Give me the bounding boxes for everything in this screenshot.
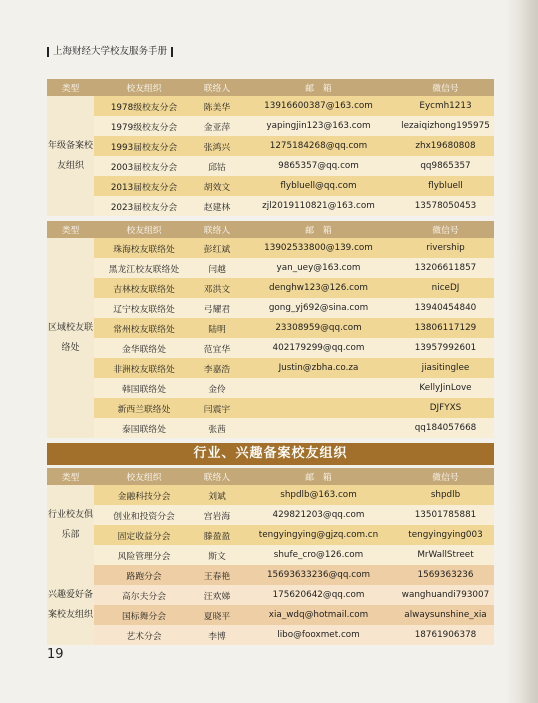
wechat-cell: niceDJ xyxy=(397,278,494,298)
table-row xyxy=(47,605,494,625)
org-name-cell: 韩国联络处 xyxy=(94,378,194,398)
contact-cell: 张鸿兴 xyxy=(194,136,240,156)
org-name-cell: 新西兰联络处 xyxy=(94,398,194,418)
wechat-cell: 13940454840 xyxy=(397,298,494,318)
org-name-cell: 风险管理分会 xyxy=(94,545,194,565)
table-row xyxy=(47,585,494,605)
header-bar-right xyxy=(171,47,173,57)
group-type-label: 区域校友联络处 xyxy=(47,238,94,438)
email-cell: libo@fooxmet.com xyxy=(240,625,397,645)
org-name-cell: 非洲校友联络处 xyxy=(94,358,194,378)
contact-cell: 陆明 xyxy=(194,318,240,338)
col-wechat: 微信号 xyxy=(397,79,494,96)
table-row xyxy=(47,545,494,565)
table-row xyxy=(47,565,494,585)
org-name-cell: 珠海校友联络处 xyxy=(94,238,194,258)
wechat-cell: Eycmh1213 xyxy=(397,96,494,116)
email-cell: tengyingying@gjzq.com.cn xyxy=(240,525,397,545)
table-row xyxy=(47,485,494,505)
org-name-cell: 2013届校友分会 xyxy=(94,176,194,196)
email-cell: 23308959@qq.com xyxy=(240,318,397,338)
contact-cell: 金亚萍 xyxy=(194,116,240,136)
wechat-cell: tengyingying003 xyxy=(397,525,494,545)
org-name-cell: 路跑分会 xyxy=(94,565,194,585)
col-type: 类型 xyxy=(47,468,94,485)
email-cell: zjl2019110821@163.com xyxy=(240,196,397,216)
header-bar-left xyxy=(47,47,49,57)
org-name-cell: 黑龙江校友联络处 xyxy=(94,258,194,278)
wechat-cell: flybluell xyxy=(397,176,494,196)
table-row xyxy=(47,338,494,358)
wechat-cell: DJFYXS xyxy=(397,398,494,418)
org-name-cell: 2023届校友分会 xyxy=(94,196,194,216)
table-row xyxy=(47,196,494,216)
wechat-cell: lezaiqizhong195975 xyxy=(397,116,494,136)
wechat-cell: qq184057668 xyxy=(397,418,494,438)
table-row xyxy=(47,136,494,156)
contact-cell: 张茜 xyxy=(194,418,240,438)
table-row xyxy=(47,418,494,438)
wechat-cell: shpdlb xyxy=(397,485,494,505)
contact-cell: 王春艳 xyxy=(194,565,240,585)
col-type: 类型 xyxy=(47,221,94,238)
table-row xyxy=(47,278,494,298)
book-spine-shadow xyxy=(506,0,538,703)
org-name-cell: 吉林校友联络处 xyxy=(94,278,194,298)
contact-cell: 赵建林 xyxy=(194,196,240,216)
col-wechat: 微信号 xyxy=(397,221,494,238)
contact-cell: 宫岩海 xyxy=(194,505,240,525)
email-cell: 9865357@qq.com xyxy=(240,156,397,176)
table-row xyxy=(47,156,494,176)
contact-cell: 邱钴 xyxy=(194,156,240,176)
group-type-label: 兴趣爱好备案校友组织 xyxy=(47,565,94,645)
org-name-cell: 金华联络处 xyxy=(94,338,194,358)
org-name-cell: 国标舞分会 xyxy=(94,605,194,625)
email-cell xyxy=(240,378,397,398)
table-row xyxy=(47,116,494,136)
wechat-cell: 13578050453 xyxy=(397,196,494,216)
contact-cell: 汪欢娣 xyxy=(194,585,240,605)
wechat-cell: 1569363236 xyxy=(397,565,494,585)
org-name-cell: 2003届校友分会 xyxy=(94,156,194,176)
industry-interest-table xyxy=(47,468,494,645)
contact-cell: 斯文 xyxy=(194,545,240,565)
org-name-cell: 泰国联络处 xyxy=(94,418,194,438)
org-name-cell: 艺术分会 xyxy=(94,625,194,645)
col-email: 邮 箱 xyxy=(240,221,397,238)
wechat-cell: alwaysunshine_xia xyxy=(397,605,494,625)
wechat-cell: jiasitinglee xyxy=(397,358,494,378)
table-row xyxy=(47,505,494,525)
email-cell: xia_wdq@hotmail.com xyxy=(240,605,397,625)
contact-cell: 闫震宇 xyxy=(194,398,240,418)
wechat-cell: 13206611857 xyxy=(397,258,494,278)
group-type-label: 行业校友俱乐部 xyxy=(47,485,94,565)
org-name-cell: 1993届校友分会 xyxy=(94,136,194,156)
grade-alumni-table xyxy=(47,79,494,216)
email-cell: 175620642@qq.com xyxy=(240,585,397,605)
wechat-cell: 18761906378 xyxy=(397,625,494,645)
group-type-label: 年级备案校友组织 xyxy=(47,96,94,216)
col-email: 邮 箱 xyxy=(240,468,397,485)
contact-cell: 刘斌 xyxy=(194,485,240,505)
org-name-cell: 创业和投资分会 xyxy=(94,505,194,525)
contact-cell: 夏晓平 xyxy=(194,605,240,625)
email-cell: yapingjin123@163.com xyxy=(240,116,397,136)
org-name-cell: 金融科技分会 xyxy=(94,485,194,505)
contact-cell: 胡效文 xyxy=(194,176,240,196)
header-title: 上海财经大学校友服务手册 xyxy=(53,46,168,57)
col-email: 邮 箱 xyxy=(240,79,397,96)
col-wechat: 微信号 xyxy=(397,468,494,485)
col-org: 校友组织 xyxy=(94,468,194,485)
table-row xyxy=(47,238,494,258)
table-row xyxy=(47,318,494,338)
email-cell: shufe_cro@126.com xyxy=(240,545,397,565)
contact-cell: 弓耀君 xyxy=(194,298,240,318)
contact-cell: 彭红斌 xyxy=(194,238,240,258)
contact-cell: 闫越 xyxy=(194,258,240,278)
email-cell xyxy=(240,418,397,438)
contact-cell: 范宜华 xyxy=(194,338,240,358)
email-cell: 15693633236@qq.com xyxy=(240,565,397,585)
col-contact: 联络人 xyxy=(194,221,240,238)
table-row xyxy=(47,398,494,418)
table-row xyxy=(47,258,494,278)
table-row xyxy=(47,176,494,196)
org-name-cell: 辽宁校友联络处 xyxy=(94,298,194,318)
email-cell: Justin@zbha.co.za xyxy=(240,358,397,378)
contact-cell: 邓洪文 xyxy=(194,278,240,298)
contact-cell: 陈美华 xyxy=(194,96,240,116)
org-name-cell: 1978级校友分会 xyxy=(94,96,194,116)
table-row xyxy=(47,96,494,116)
wechat-cell: wanghuandi793007 xyxy=(397,585,494,605)
email-cell: gong_yj692@sina.com xyxy=(240,298,397,318)
wechat-cell: 13501785881 xyxy=(397,505,494,525)
email-cell: flybluell@qq.com xyxy=(240,176,397,196)
table-row xyxy=(47,378,494,398)
email-cell: 402179299@qq.com xyxy=(240,338,397,358)
wechat-cell: MrWallStreet xyxy=(397,545,494,565)
org-name-cell: 高尔夫分会 xyxy=(94,585,194,605)
contact-cell: 李嘉浩 xyxy=(194,358,240,378)
page-number: 19 xyxy=(47,647,64,662)
running-header xyxy=(47,45,173,59)
email-cell: 13902533800@139.com xyxy=(240,238,397,258)
org-name-cell: 1979级校友分会 xyxy=(94,116,194,136)
contact-cell: 李博 xyxy=(194,625,240,645)
table-row xyxy=(47,358,494,378)
section-title: 行业、兴趣备案校友组织 xyxy=(47,443,494,465)
email-cell: 429821203@qq.com xyxy=(240,505,397,525)
email-cell: denghw123@126.com xyxy=(240,278,397,298)
org-name-cell: 固定收益分会 xyxy=(94,525,194,545)
org-name-cell: 常州校友联络处 xyxy=(94,318,194,338)
table-row xyxy=(47,625,494,645)
email-cell: 1275184268@qq.com xyxy=(240,136,397,156)
col-type: 类型 xyxy=(47,79,94,96)
email-cell: 13916600387@163.com xyxy=(240,96,397,116)
col-contact: 联络人 xyxy=(194,79,240,96)
col-org: 校友组织 xyxy=(94,79,194,96)
regional-alumni-table xyxy=(47,221,494,438)
email-cell xyxy=(240,398,397,418)
table-row xyxy=(47,298,494,318)
wechat-cell: rivership xyxy=(397,238,494,258)
email-cell: shpdlb@163.com xyxy=(240,485,397,505)
col-org: 校友组织 xyxy=(94,221,194,238)
col-contact: 联络人 xyxy=(194,468,240,485)
email-cell: yan_uey@163.com xyxy=(240,258,397,278)
contact-cell: 滕盈盈 xyxy=(194,525,240,545)
table-row xyxy=(47,525,494,545)
contact-cell: 金伶 xyxy=(194,378,240,398)
wechat-cell: 13957992601 xyxy=(397,338,494,358)
wechat-cell: zhx19680808 xyxy=(397,136,494,156)
wechat-cell: KellyJinLove xyxy=(397,378,494,398)
wechat-cell: 13806117129 xyxy=(397,318,494,338)
wechat-cell: qq9865357 xyxy=(397,156,494,176)
